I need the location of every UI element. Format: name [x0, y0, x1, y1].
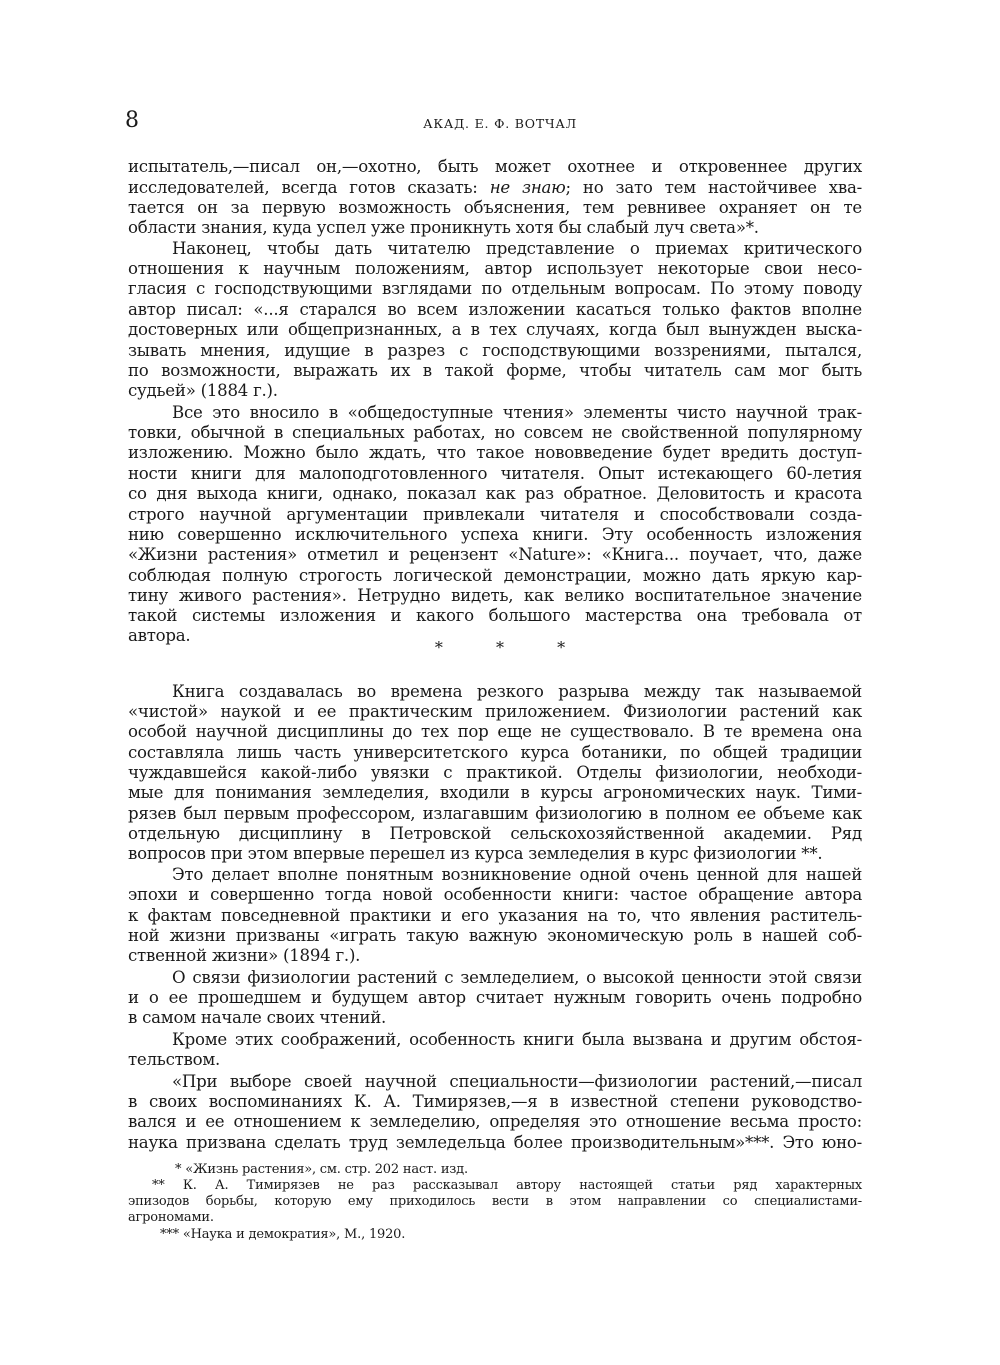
- text-line: строго научной аргументации привлекали читателя и способствовали созда-: [128, 505, 862, 524]
- running-head: АКАД. Е. Ф. ВОТЧАЛ: [423, 116, 577, 131]
- text-line: изложению. Можно было ждать, что такое нововведение будет вредить доступ-: [128, 443, 862, 462]
- text-line: О связи физиологии растений с земледелием, о высокой ценности этой связи: [172, 968, 862, 987]
- text-line: отдельную дисциплину в Петровской сельскохозяйственной академии. Ряд: [128, 824, 862, 843]
- text-line: такой системы изложения и какого большого мастерства она требовала от: [128, 606, 862, 625]
- text-line: чуждавшейся какой-либо увязки с практикой. Отделы физиологии, необходи-: [128, 763, 862, 782]
- text-line: «чистой» наукой и ее практическим приложением. Физиологии растений как: [128, 702, 862, 721]
- text-line: гласия с господствующими взглядами по отдельным вопросам. По этому поводу: [128, 279, 862, 298]
- text-line: испытатель,—писал он,—охотно, быть может охотнее и откровеннее других: [128, 157, 862, 176]
- text-line: «При выборе своей научной специальности—физиологии растений,—писал: [172, 1072, 862, 1091]
- text-span: исследователей, всегда готов сказать:: [128, 178, 490, 197]
- text-line: ственной жизни» (1894 г.).: [128, 946, 361, 965]
- text-line: ной жизни призваны «играть такую важную экономическую роль в нашей соб-: [128, 926, 862, 945]
- text-line: судьей» (1884 г.).: [128, 381, 278, 400]
- text-line: мые для понимания земледелия, входили в курсы агрономических наук. Тими-: [128, 783, 862, 802]
- text-line: эпохи и совершенно тогда новой особенности книги: частое обращение автора: [128, 885, 862, 904]
- text-line: Книга создавалась во времена резкого разрыва между так называемой: [172, 682, 862, 701]
- text-line: Кроме этих соображений, особенность книги была вызвана и другим обстоя-: [172, 1030, 862, 1049]
- text-line: в самом начале своих чтений.: [128, 1008, 387, 1027]
- text-line: особой научной дисциплины до тех пор еще не существовало. В те времена она: [128, 722, 862, 741]
- text-line: тину живого растения». Нетрудно видеть, как велико воспитательное значение: [128, 586, 862, 605]
- text-line: достоверных или общепризнанных, а в тех случаях, когда был вынужден выска-: [128, 320, 862, 339]
- text-line: тается он за первую возможность объяснения, тем ревнивее охраняет он те: [128, 198, 862, 217]
- text-span: ; но зато тем настойчивее хва-: [565, 178, 862, 197]
- text-line: Наконец, чтобы дать читателю представление о приемах критического: [172, 239, 862, 258]
- text-line: вопросов при этом впервые перешел из курса земледелия в курс физиологии **.: [128, 844, 823, 863]
- text-line: к фактам повседневной практики и его указания на то, что явления раститель-: [128, 906, 862, 925]
- text-line: в своих воспоминаниях К. А. Тимирязев,—я в известной степени руководство-: [128, 1092, 862, 1111]
- text-line: зывать мнения, идущие в разрез с господствующими воззрениями, пытался,: [128, 341, 862, 360]
- text-line: Все это вносило в «общедоступные чтения» элементы чисто научной трак-: [172, 403, 862, 422]
- section-separator: * * *: [434, 638, 566, 657]
- text-line: и о ее прошедшем и будущем автор считает нужным говорить очень подробно: [128, 988, 862, 1007]
- text-line: автора.: [128, 626, 191, 645]
- text-line: [128, 178, 862, 198]
- footnote-3: *** «Наука и демократия», М., 1920.: [160, 1227, 406, 1242]
- text-line: «Жизни растения» отметил и рецензент «Nature»: «Книга... поучает, что, даже: [128, 545, 862, 564]
- page-number: 8: [125, 108, 139, 133]
- text-line: нию совершенно исключительного успеха книги. Эту особенность изложения: [128, 525, 862, 544]
- footnote-2-line: агрономами.: [128, 1210, 214, 1225]
- text-line: товки, обычной в специальных работах, но совсем не свойственной популярному: [128, 423, 862, 442]
- text-line: автор писал: «...я старался во всем изложении касаться только фактов вполне: [128, 300, 862, 319]
- text-line: вался и ее отношением к земледелию, определяя это отношение весьма просто:: [128, 1112, 862, 1131]
- text-line: Это делает вполне понятным возникновение одной очень ценной для нашей: [172, 865, 862, 884]
- text-line: рязев был первым профессором, излагавшим физиологию в полном ее объеме как: [128, 804, 862, 823]
- text-line: тельством.: [128, 1050, 221, 1069]
- footnote-1: * «Жизнь растения», см. стр. 202 наст. изд.: [175, 1162, 468, 1177]
- italic-text: не знаю: [489, 178, 566, 197]
- text-line: соблюдая полную строгость логической демонстрации, можно дать яркую кар-: [128, 566, 862, 585]
- text-line: наука призвана сделать труд земледельца более производительным»***. Это юно-: [128, 1133, 862, 1152]
- text-line: области знания, куда успел уже проникнуть хотя бы слабый луч света»*.: [128, 218, 759, 237]
- footnote-2-line: эпизодов борьбы, которую ему приходилось вести в этом направлении со специалистами-: [128, 1194, 862, 1209]
- text-line: по возможности, выражать их в такой форме, чтобы читатель сам мог быть: [128, 361, 862, 380]
- text-line: со дня выхода книги, однако, показал как раз обратное. Деловитость и красота: [128, 484, 862, 503]
- text-line: составляла лишь часть университетского курса ботаники, по общей традиции: [128, 743, 862, 762]
- text-line: ности книги для малоподготовленного читателя. Опыт истекающего 60-летия: [128, 464, 862, 483]
- text-line: отношения к научным положениям, автор использует некоторые свои несо-: [128, 259, 862, 278]
- footnote-2: ** К. А. Тимирязев не раз рассказывал автору настоящей статьи ряд характерных: [152, 1178, 862, 1193]
